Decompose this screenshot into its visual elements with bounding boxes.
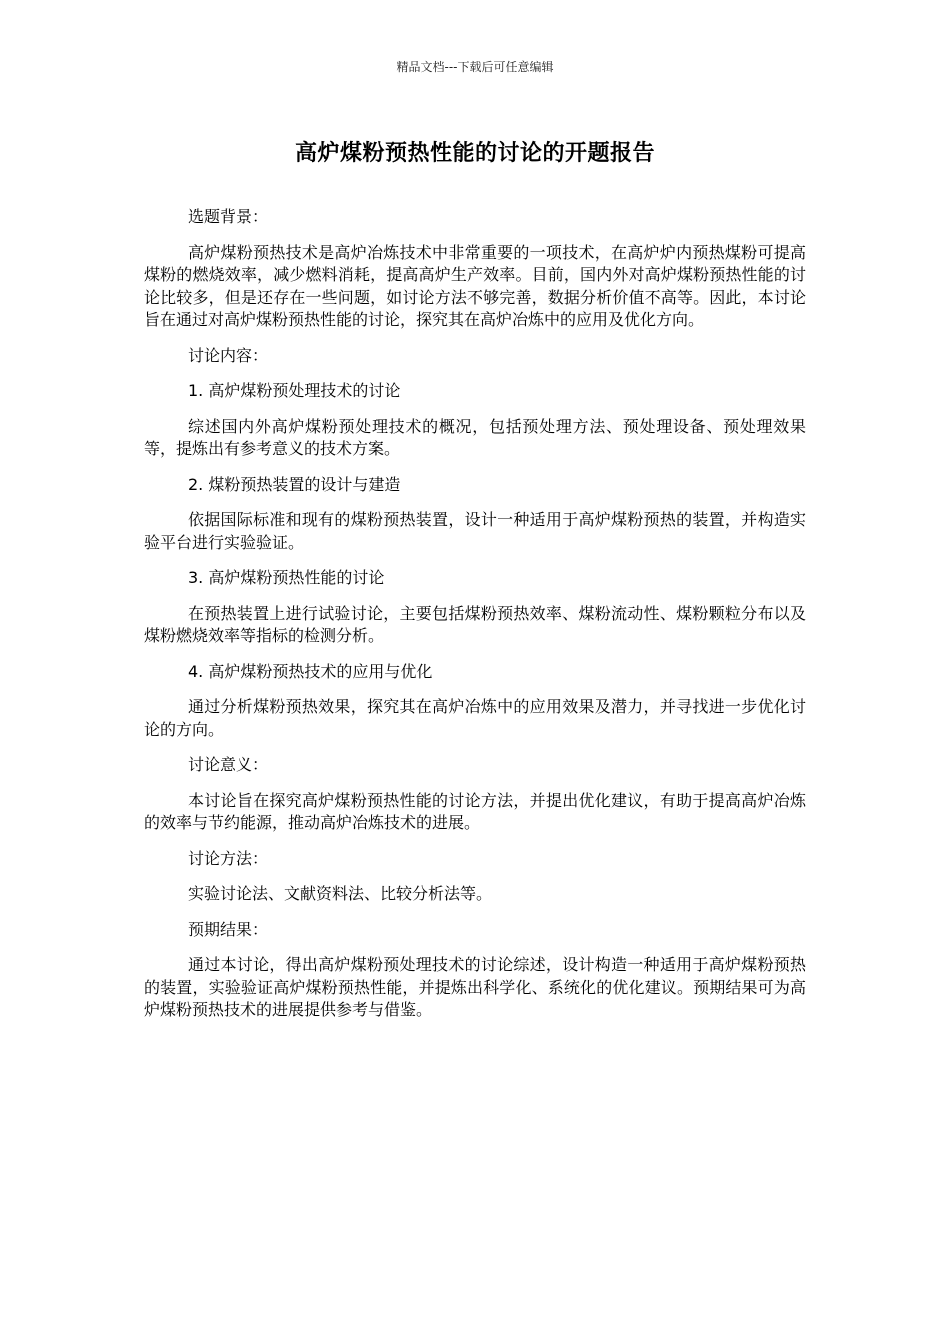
section-heading-content: 讨论内容： xyxy=(188,345,269,365)
list-item-3: 3. 高炉煤粉预热性能的讨论 xyxy=(188,568,385,587)
paragraph-significance: 本讨论旨在探究高炉煤粉预热性能的讨论方法，并提出优化建议，有助于提高高炉冶炼的效率与节约能源，推动高炉冶炼技术的进展。 xyxy=(144,790,806,832)
list-item-2: 2. 煤粉预热装置的设计与建造 xyxy=(188,474,401,494)
paragraph-background: 高炉煤粉预热技术是高炉冶炼技术中非常重要的一项技术，在高炉炉内预热煤粉可提高煤粉的燃烧效率，减少燃料消耗，提高高炉生产效率。目前，国内外对高炉煤粉预热性能的讨论比较多，但是还存在一些问题，如讨论方法不够完善，数据分析价值不高等。因此，本讨论旨在通过对高炉煤粉预热性能的讨论，探究其在高炉冶炼中的应用及优化方向。 xyxy=(144,242,806,329)
paragraph-item-3: 在预热装置上进行试验讨论，主要包括煤粉预热效率、煤粉流动性、煤粉颗粒分布以及煤粉燃烧效率等指标的检测分析。 xyxy=(144,603,806,645)
paragraph-item-4: 通过分析煤粉预热效果，探究其在高炉冶炼中的应用效果及潜力，并寻找进一步优化讨论的方向。 xyxy=(144,697,806,739)
document-body xyxy=(144,206,806,1035)
document-title: 高炉煤粉预热性能的讨论的开题报告 xyxy=(294,141,655,166)
paragraph-expected: 通过本讨论，得出高炉煤粉预处理技术的讨论综述，设计构造一种适用于高炉煤粉预热的装置，实验验证高炉煤粉预热性能，并提炼出科学化、系统化的优化建议。预期结果可为高炉煤粉预热技术的进展提供参考与借鉴。 xyxy=(144,955,806,1019)
paragraph-item-1: 综述国内外高炉煤粉预处理技术的概况，包括预处理方法、预处理设备、预处理效果等，提炼出有参考意义的技术方案。 xyxy=(144,416,806,458)
list-item-1: 1. 高炉煤粉预处理技术的讨论 xyxy=(188,381,401,400)
section-heading-background: 选题背景： xyxy=(188,207,269,226)
header-note: 精品文档---下载后可任意编辑 xyxy=(396,60,554,74)
list-item-4: 4. 高炉煤粉预热技术的应用与优化 xyxy=(188,661,433,681)
paragraph-methods: 实验讨论法、文献资料法、比较分析法等。 xyxy=(188,884,493,903)
section-heading-significance: 讨论意义： xyxy=(188,755,269,774)
section-heading-expected: 预期结果： xyxy=(188,919,269,939)
paragraph-item-2: 依据国际标准和现有的煤粉预热装置，设计一种适用于高炉煤粉预热的装置，并构造实验平台进行实验验证。 xyxy=(144,510,806,552)
section-heading-methods: 讨论方法： xyxy=(188,848,269,868)
